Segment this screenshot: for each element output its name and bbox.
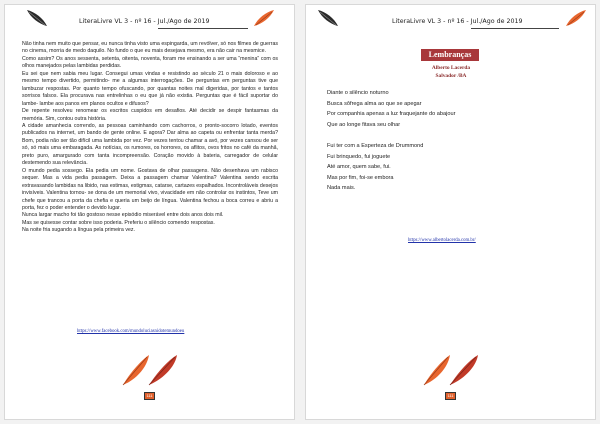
paragraph: Como assim? Os anos sessenta, setenta, oitenta, noventa, foram me ensinando a ser uma “menina” com os olhos manejados pelas lambidas perdidas.	[22, 55, 278, 70]
quill-icon	[564, 8, 588, 28]
poem-line: Mas por fim, foi-se embora	[327, 174, 394, 181]
paragraph: O mundo pedia sossego. Ela pedia um nome. Gostava de olhar passagens. Não desenhava um rabisco sequer. Mas a vida pedia passagem. Deixa a passagem chamar Valentina? Valentina sendo escrita extravasando lambidas na libido, nas estimas, estigmas, catarse, cartazes espalhados. Incontroláveis desejos invisíveis. Valentina tornou- se dona de um memorial vivo, vivacidade em não controlar os instintos, Teve um chefe que trancou a porta da chefia e queria um beijo de língua. Valentina fechou a boca correu e abriu a porta, fez o poder entender o devido lugar.	[22, 167, 278, 211]
article-text	[22, 41, 278, 235]
website-link[interactable]: https://www.albertolacerda.com.br/	[408, 238, 476, 243]
poem-line: Nada mais.	[327, 185, 356, 191]
page-number: 111	[445, 392, 456, 400]
facebook-link[interactable]: https://www.facebook.com/mundoluciasnidotemundoeu	[77, 329, 185, 334]
poem-line: Busca sôfrega alma ao que se apegar	[327, 100, 422, 107]
poem-line: Por companhia apenas a luz fraquejante do abajour	[327, 111, 456, 117]
header-title: LiteraLivre VL 3 - nº 16 - Jul./Ago de 2019	[79, 18, 210, 25]
quill-icon	[25, 8, 49, 28]
quill-icon	[252, 8, 276, 28]
paragraph: Mas se quisesse contar sobre isso poderia. Preferiu o silêncio comendo respostas.	[22, 219, 215, 226]
paragraph: Não tinha nem muito que pensar, eu nunca tinha visto uma espingarda, um revólver, só nos filmes de guerras no cinema, morria de medo daquilo. No fundo o que eu mais desejava mesmo, era não cair na mesmice.	[22, 41, 278, 55]
header-title: LiteraLivre VL 3 - nº 16 - Jul./Ago de 2019	[392, 18, 523, 25]
poem-line: Fui brinquedo, fui joguete	[327, 153, 391, 160]
poem-line: Que ao longe fitava seu olhar	[327, 121, 401, 128]
poem-stanza	[327, 141, 423, 194]
quill-icon	[422, 353, 482, 387]
author-name: Alberto Lacerda	[431, 65, 471, 71]
quill-icon	[121, 353, 181, 387]
right-page	[305, 4, 596, 420]
paragraph: Na noite fria sugando a língua pela primeira vez.	[22, 227, 135, 234]
page-header	[316, 12, 585, 28]
poem-title: Lembranças	[421, 49, 479, 61]
paragraph: Nunca largar macho foi tão gostoso nesse episódio miserável entre dois anos dois mil.	[22, 212, 224, 219]
page-number: 111	[144, 392, 155, 400]
paragraph: Eu sei que nem sabia meu lugar. Consegui umas vindas e resistindo ao século 21 o mais doloroso e ao mesmo tempo divertido, permitindo- me a algumas interrogações. De perguntas em perguntas tive que lambuzar respostas. Por quanto tempo ofuscando, por quantas noites mal digeridas, por tantos e tantos sorrisos falsos. Ela procurava nas entrelinhas o eu que já não existia. Perguntas que é fácil suportar do lambe- lambe aos panos em planos ocultos e difusos?	[22, 70, 278, 107]
poem-stanza	[327, 88, 455, 130]
paragraph: A cidade amanhecia correndo, as pessoas caminhando com cachorros, o pronto-socorro lotado, eventos publicados na internet, um bando de gente online. E agora? Dar alma ao capeta ou enfrentar tanta merda? Bom, podia não ser tão difícil uma lambida por vez. Por vezes tentou chamar a avó, por vezes cansou de ser só, só mais uma embaragada. As notícias, os rumores, os horrores, os aflitos, ovos fritos no café da manhã, preto puro, amargurado com tanta incompreensão. Coração movido à bateria, carregador de celular destemendo sua relevância.	[22, 122, 278, 167]
author-place: Salvador /BA	[435, 73, 467, 79]
left-page	[4, 4, 295, 420]
quill-icon	[316, 8, 340, 28]
page-header	[15, 12, 284, 28]
paragraph: De repente resolveu renomear os escritos cuspidos em desafios. Até decidir se despir fantasmas da memória. Sim, contou outra história.	[22, 108, 278, 122]
poem-line: Fui ter com a Esperteza de Drummond	[327, 143, 424, 149]
header-divider	[471, 28, 559, 29]
poem-line: Diante o silêncio noturno	[327, 90, 389, 96]
header-divider	[158, 28, 248, 29]
poem-line: Até amor, quem sabe, fui.	[327, 164, 391, 170]
